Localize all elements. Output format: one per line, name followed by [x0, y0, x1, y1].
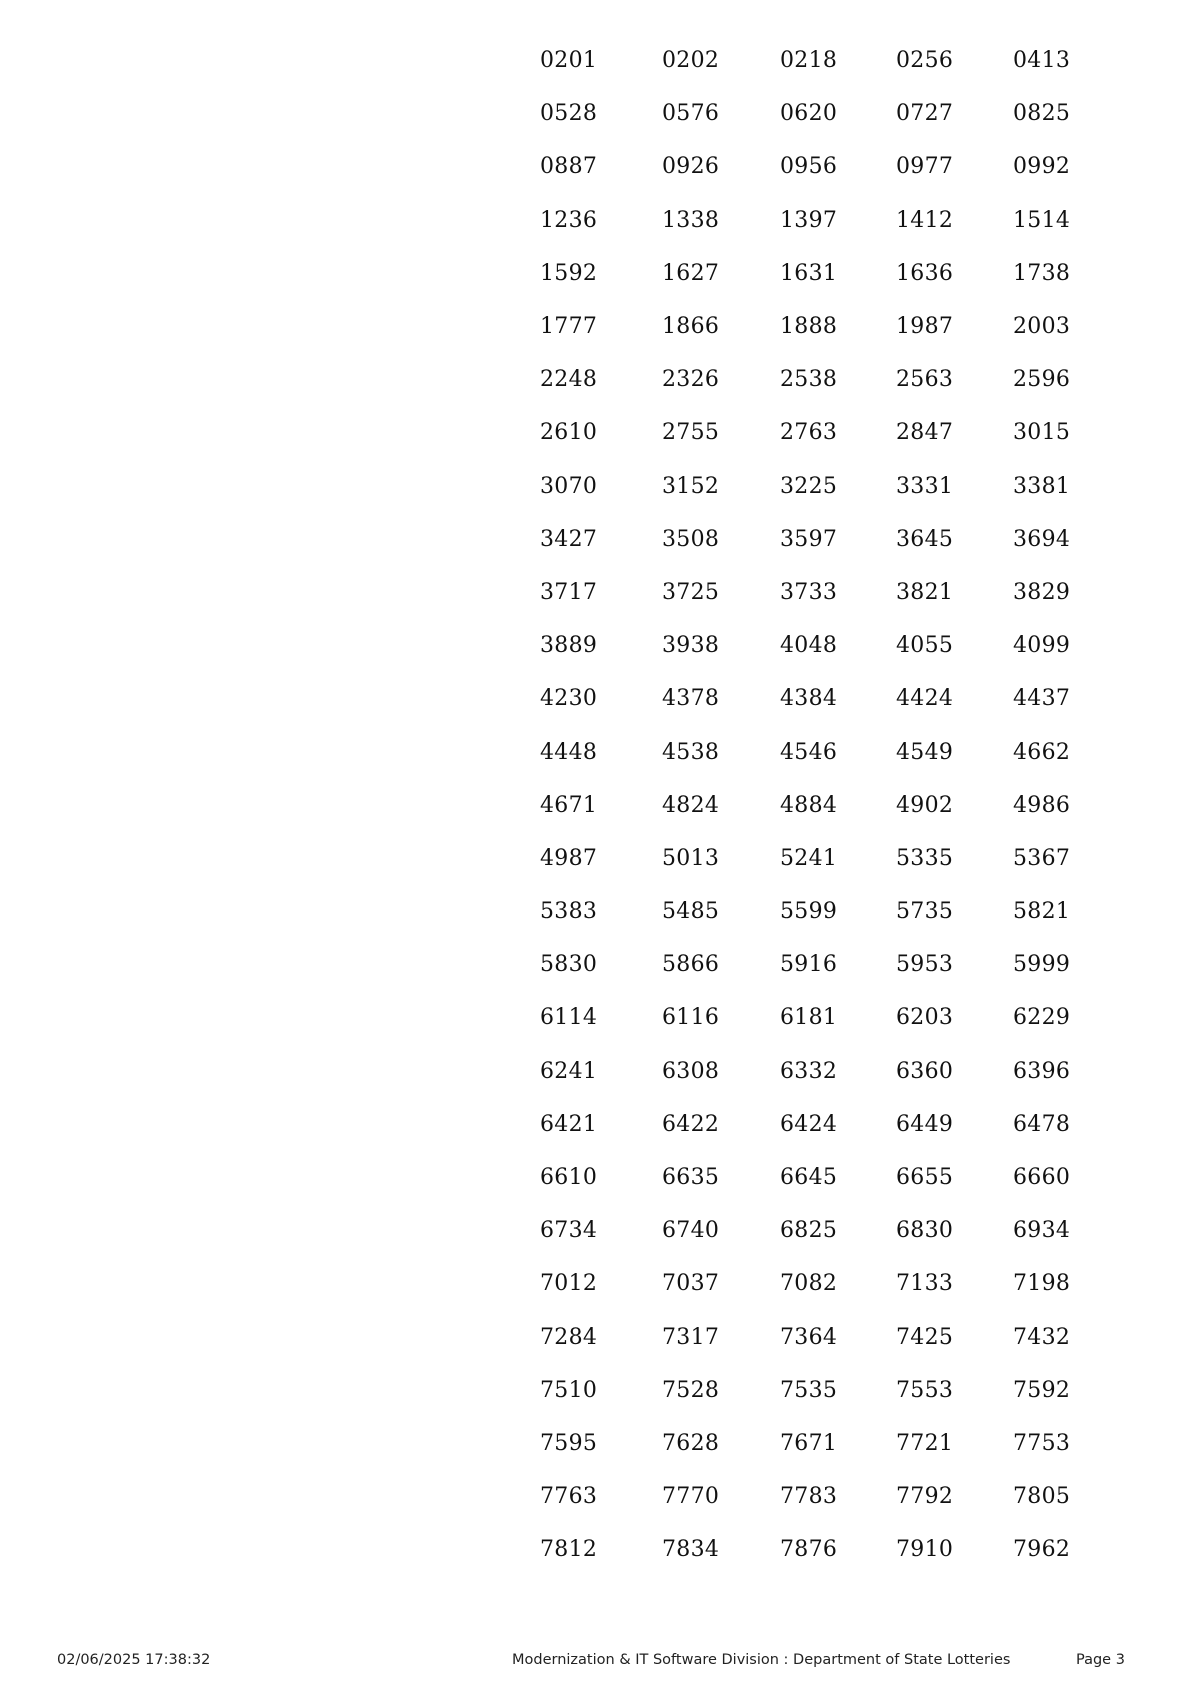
- number-cell: 7592: [1013, 1377, 1071, 1403]
- number-cell: 2563: [896, 367, 954, 393]
- table-row: [510, 194, 1080, 247]
- table-row: [510, 34, 1080, 87]
- number-cell: 0528: [540, 101, 598, 127]
- number-cell: 1627: [662, 260, 720, 286]
- number-cell: 6655: [896, 1165, 954, 1191]
- number-cell: 3015: [1013, 420, 1071, 446]
- table-row: [510, 779, 1080, 832]
- number-cell: 6740: [662, 1218, 720, 1244]
- number-cell: 7528: [662, 1377, 720, 1403]
- table-row: [510, 460, 1080, 513]
- number-cell: 4055: [896, 633, 954, 659]
- number-cell: 2326: [662, 367, 720, 393]
- number-cell: 4448: [540, 739, 598, 765]
- number-cell: 1397: [780, 207, 838, 233]
- number-cell: 2003: [1013, 314, 1071, 340]
- number-cell: 5916: [780, 952, 838, 978]
- number-cell: 4987: [540, 845, 598, 871]
- number-cell: 7364: [780, 1324, 838, 1350]
- number-cell: 2538: [780, 367, 838, 393]
- number-cell: 2847: [896, 420, 954, 446]
- number-cell: 1777: [540, 314, 598, 340]
- number-cell: 7876: [780, 1537, 838, 1563]
- number-cell: 5241: [780, 845, 838, 871]
- number-cell: 4884: [780, 792, 838, 818]
- number-cell: 3725: [662, 579, 720, 605]
- table-row: [510, 832, 1080, 885]
- number-cell: 7834: [662, 1537, 720, 1563]
- number-cell: 0218: [780, 48, 838, 74]
- number-cell: 5599: [780, 899, 838, 925]
- number-cell: 4671: [540, 792, 598, 818]
- number-cell: 3889: [540, 633, 598, 659]
- number-cell: 3829: [1013, 579, 1071, 605]
- number-cell: 4824: [662, 792, 720, 818]
- number-cell: 6734: [540, 1218, 598, 1244]
- number-cell: 7037: [662, 1271, 720, 1297]
- number-cell: 6934: [1013, 1218, 1071, 1244]
- number-cell: 6825: [780, 1218, 838, 1244]
- table-row: [510, 1311, 1080, 1364]
- number-cell: 0926: [662, 154, 720, 180]
- number-cell: 2763: [780, 420, 838, 446]
- number-cell: 6424: [780, 1111, 838, 1137]
- winning-numbers-table: [510, 34, 1080, 1576]
- number-cell: 5821: [1013, 899, 1071, 925]
- table-row: [510, 566, 1080, 619]
- number-cell: 1987: [896, 314, 954, 340]
- number-cell: 6360: [896, 1058, 954, 1084]
- table-row: [510, 725, 1080, 778]
- footer-page-number: Page 3: [1076, 1652, 1125, 1668]
- number-cell: 7082: [780, 1271, 838, 1297]
- number-cell: 7510: [540, 1377, 598, 1403]
- number-cell: 7284: [540, 1324, 598, 1350]
- table-row: [510, 247, 1080, 300]
- number-cell: 3152: [662, 473, 720, 499]
- table-row: [510, 1417, 1080, 1470]
- number-cell: 7198: [1013, 1271, 1071, 1297]
- number-cell: 0977: [896, 154, 954, 180]
- number-cell: 7770: [662, 1484, 720, 1510]
- number-cell: 1636: [896, 260, 954, 286]
- number-cell: 1888: [780, 314, 838, 340]
- number-cell: 6635: [662, 1165, 720, 1191]
- number-cell: 7812: [540, 1537, 598, 1563]
- number-cell: 0825: [1013, 101, 1071, 127]
- number-cell: 1412: [896, 207, 954, 233]
- number-cell: 6308: [662, 1058, 720, 1084]
- number-cell: 0576: [662, 101, 720, 127]
- number-cell: 5866: [662, 952, 720, 978]
- number-cell: 3070: [540, 473, 598, 499]
- number-cell: 3597: [780, 526, 838, 552]
- number-cell: 2755: [662, 420, 720, 446]
- page-footer: [0, 1652, 1190, 1672]
- number-cell: 7317: [662, 1324, 720, 1350]
- table-row: [510, 938, 1080, 991]
- table-row: [510, 1470, 1080, 1523]
- number-cell: 6422: [662, 1111, 720, 1137]
- number-cell: 5953: [896, 952, 954, 978]
- number-cell: 7595: [540, 1430, 598, 1456]
- number-cell: 7535: [780, 1377, 838, 1403]
- number-cell: 0413: [1013, 48, 1071, 74]
- table-row: [510, 1257, 1080, 1310]
- number-cell: 6114: [540, 1005, 598, 1031]
- number-cell: 7910: [896, 1537, 954, 1563]
- number-cell: 3508: [662, 526, 720, 552]
- number-cell: 6396: [1013, 1058, 1071, 1084]
- number-cell: 0201: [540, 48, 598, 74]
- table-row: [510, 1098, 1080, 1151]
- number-cell: 1592: [540, 260, 598, 286]
- number-cell: 5013: [662, 845, 720, 871]
- number-cell: 1631: [780, 260, 838, 286]
- number-cell: 1514: [1013, 207, 1071, 233]
- number-cell: 0956: [780, 154, 838, 180]
- number-cell: 1338: [662, 207, 720, 233]
- number-cell: 4437: [1013, 686, 1071, 712]
- table-row: [510, 1151, 1080, 1204]
- number-cell: 4048: [780, 633, 838, 659]
- number-cell: 7792: [896, 1484, 954, 1510]
- number-cell: 7553: [896, 1377, 954, 1403]
- number-cell: 6645: [780, 1165, 838, 1191]
- number-cell: 7753: [1013, 1430, 1071, 1456]
- number-cell: 4384: [780, 686, 838, 712]
- number-cell: 7805: [1013, 1484, 1071, 1510]
- number-cell: 2610: [540, 420, 598, 446]
- table-row: [510, 1204, 1080, 1257]
- number-cell: 7425: [896, 1324, 954, 1350]
- number-cell: 1866: [662, 314, 720, 340]
- table-row: [510, 87, 1080, 140]
- number-cell: 7783: [780, 1484, 838, 1510]
- number-cell: 1236: [540, 207, 598, 233]
- number-cell: 4099: [1013, 633, 1071, 659]
- table-row: [510, 619, 1080, 672]
- number-cell: 5999: [1013, 952, 1071, 978]
- number-cell: 1738: [1013, 260, 1071, 286]
- number-cell: 5383: [540, 899, 598, 925]
- number-cell: 7962: [1013, 1537, 1071, 1563]
- number-cell: 2596: [1013, 367, 1071, 393]
- number-cell: 7133: [896, 1271, 954, 1297]
- number-cell: 4662: [1013, 739, 1071, 765]
- number-cell: 6241: [540, 1058, 598, 1084]
- number-cell: 4902: [896, 792, 954, 818]
- number-cell: 6116: [662, 1005, 720, 1031]
- number-cell: 6181: [780, 1005, 838, 1031]
- number-cell: 0727: [896, 101, 954, 127]
- table-row: [510, 1523, 1080, 1576]
- table-row: [510, 353, 1080, 406]
- table-row: [510, 885, 1080, 938]
- number-cell: 5367: [1013, 845, 1071, 871]
- number-cell: 6449: [896, 1111, 954, 1137]
- number-cell: 3427: [540, 526, 598, 552]
- table-row: [510, 672, 1080, 725]
- number-cell: 4549: [896, 739, 954, 765]
- number-cell: 5735: [896, 899, 954, 925]
- number-cell: 2248: [540, 367, 598, 393]
- number-cell: 6660: [1013, 1165, 1071, 1191]
- number-cell: 3733: [780, 579, 838, 605]
- number-cell: 3717: [540, 579, 598, 605]
- number-cell: 0887: [540, 154, 598, 180]
- number-cell: 4230: [540, 686, 598, 712]
- table-row: [510, 1364, 1080, 1417]
- number-cell: 4378: [662, 686, 720, 712]
- number-cell: 6830: [896, 1218, 954, 1244]
- number-cell: 3938: [662, 633, 720, 659]
- number-cell: 3331: [896, 473, 954, 499]
- number-cell: 4986: [1013, 792, 1071, 818]
- table-row: [510, 991, 1080, 1044]
- number-cell: 6610: [540, 1165, 598, 1191]
- number-cell: 7432: [1013, 1324, 1071, 1350]
- number-cell: 3821: [896, 579, 954, 605]
- footer-organization: Modernization & IT Software Division : Department of State Lotteries: [512, 1652, 1011, 1668]
- table-row: [510, 406, 1080, 459]
- table-row: [510, 300, 1080, 353]
- table-row: [510, 140, 1080, 193]
- number-cell: 6421: [540, 1111, 598, 1137]
- number-cell: 0620: [780, 101, 838, 127]
- number-cell: 5485: [662, 899, 720, 925]
- number-cell: 4538: [662, 739, 720, 765]
- number-cell: 6478: [1013, 1111, 1071, 1137]
- footer-timestamp: 02/06/2025 17:38:32: [57, 1652, 211, 1668]
- number-cell: 0202: [662, 48, 720, 74]
- number-cell: 0256: [896, 48, 954, 74]
- number-cell: 7721: [896, 1430, 954, 1456]
- number-cell: 3225: [780, 473, 838, 499]
- number-cell: 3381: [1013, 473, 1071, 499]
- number-cell: 5830: [540, 952, 598, 978]
- number-cell: 7763: [540, 1484, 598, 1510]
- number-cell: 6229: [1013, 1005, 1071, 1031]
- number-cell: 7628: [662, 1430, 720, 1456]
- number-cell: 3645: [896, 526, 954, 552]
- number-cell: 3694: [1013, 526, 1071, 552]
- number-cell: 0992: [1013, 154, 1071, 180]
- number-cell: 7671: [780, 1430, 838, 1456]
- number-cell: 4546: [780, 739, 838, 765]
- number-cell: 4424: [896, 686, 954, 712]
- number-cell: 5335: [896, 845, 954, 871]
- number-cell: 7012: [540, 1271, 598, 1297]
- number-cell: 6332: [780, 1058, 838, 1084]
- number-cell: 6203: [896, 1005, 954, 1031]
- table-row: [510, 1045, 1080, 1098]
- table-row: [510, 513, 1080, 566]
